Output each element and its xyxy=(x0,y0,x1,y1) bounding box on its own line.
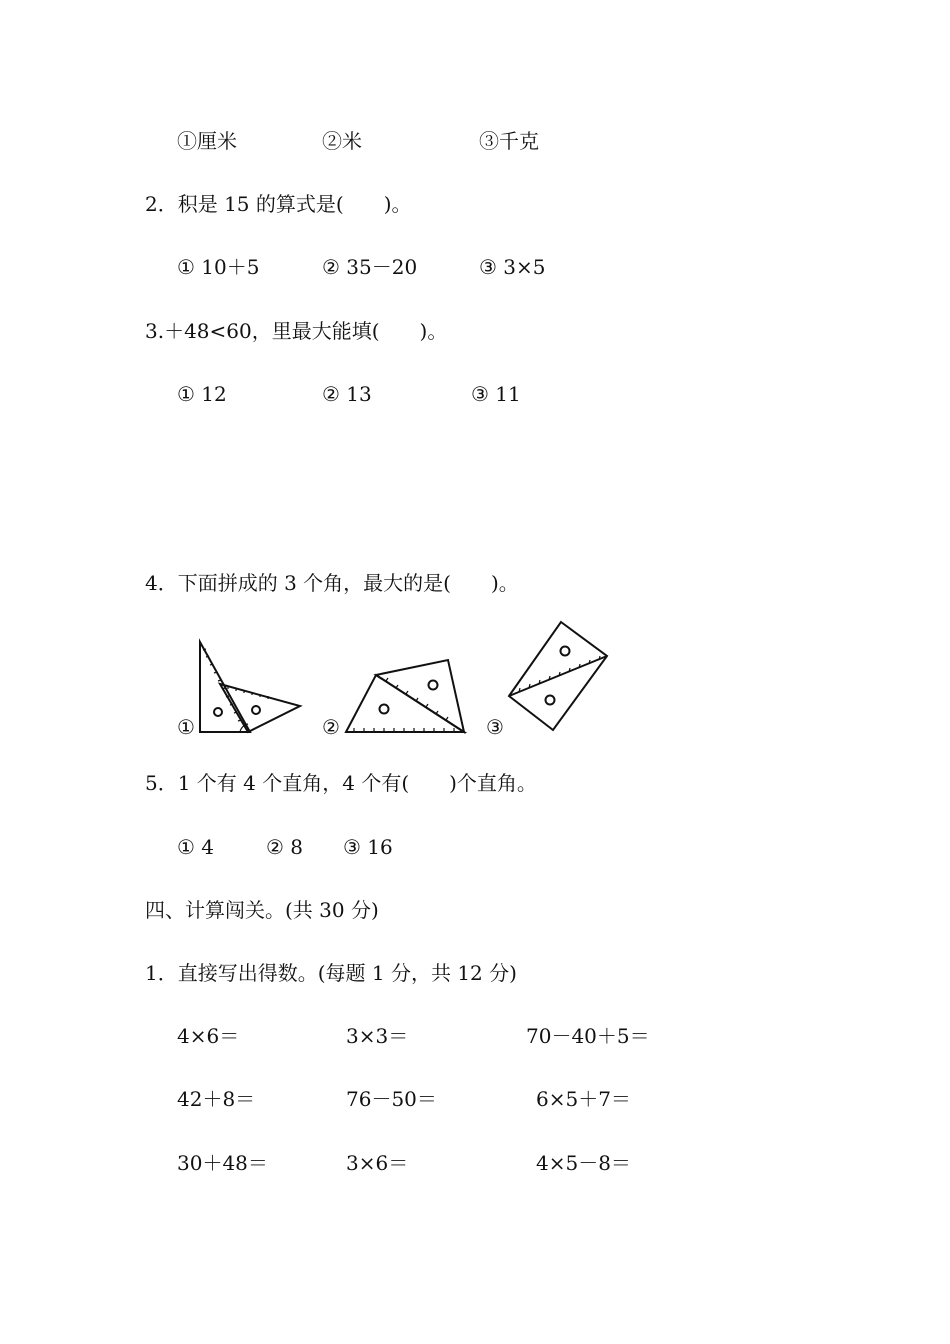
q4-question: 4．下面拼成的 3 个角，最大的是( )。 xyxy=(145,571,519,595)
calc-r3-c1: 30＋48＝ xyxy=(177,1151,268,1175)
q1-option-1: ①厘米 xyxy=(177,129,237,153)
calc-r1-c2: 3×3＝ xyxy=(346,1024,409,1048)
q3-option-1: ① 12 xyxy=(177,382,227,406)
q4-label-1: ① xyxy=(177,715,195,739)
q1-option-3: ③千克 xyxy=(479,129,539,153)
section4-sub1: 1．直接写出得数。(每题 1 分，共 12 分) xyxy=(145,961,517,985)
q4-label-2: ② xyxy=(322,715,340,739)
q2-option-3: ③ 3×5 xyxy=(479,255,546,279)
q4-label-3: ③ xyxy=(486,715,504,739)
q3-option-3: ③ 11 xyxy=(471,382,521,406)
q2-question: 2．积是 15 的算式是( )。 xyxy=(145,192,412,216)
calc-r3-c3: 4×5－8＝ xyxy=(536,1151,631,1175)
angle-figure-2 xyxy=(340,655,470,740)
q2-option-1: ① 10＋5 xyxy=(177,255,260,279)
q1-option-2: ②米 xyxy=(322,129,362,153)
q5-option-3: ③ 16 xyxy=(343,835,393,859)
q5-question: 5．1 个有 4 个直角，4 个有( )个直角。 xyxy=(145,771,537,795)
angle-figure-3 xyxy=(505,618,615,738)
q2-option-2: ② 35－20 xyxy=(322,255,418,279)
calc-r2-c3: 6×5＋7＝ xyxy=(536,1087,631,1111)
calc-r1-c3: 70－40＋5＝ xyxy=(526,1024,650,1048)
q5-option-2: ② 8 xyxy=(266,835,304,859)
q3-option-2: ② 13 xyxy=(322,382,372,406)
q3-question: 3.＋48<60，里最大能填( )。 xyxy=(145,319,448,343)
calc-r2-c2: 76－50＝ xyxy=(346,1087,437,1111)
section4-title: 四、计算闯关。(共 30 分) xyxy=(145,898,379,922)
calc-r1-c1: 4×6＝ xyxy=(177,1024,240,1048)
q5-option-1: ① 4 xyxy=(177,835,215,859)
calc-r2-c1: 42＋8＝ xyxy=(177,1087,256,1111)
calc-r3-c2: 3×6＝ xyxy=(346,1151,409,1175)
